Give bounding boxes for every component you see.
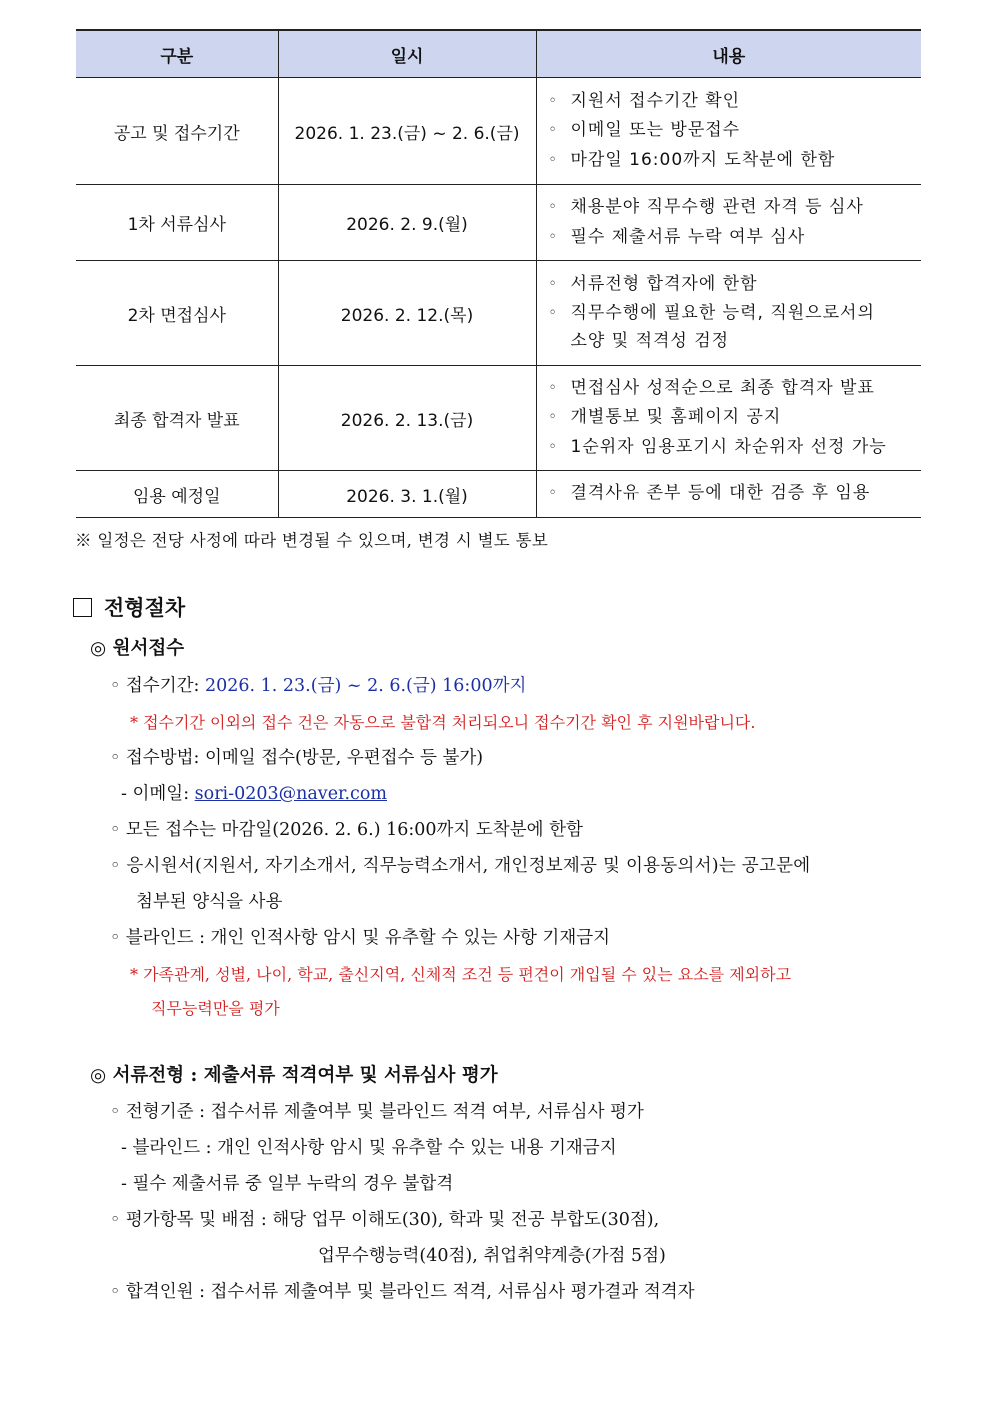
schedule-note: ※ 일정은 전당 사정에 따라 변경될 수 있으며, 변경 시 별도 통보	[75, 531, 549, 550]
table-row	[76, 78, 921, 185]
row-date: 2026. 2. 12.(목)	[278, 261, 536, 366]
table-row	[76, 471, 921, 518]
header-date: 일시	[278, 30, 536, 78]
row-date: 2026. 1. 23.(금) ~ 2. 6.(금)	[278, 78, 536, 185]
list-item: ◦ 1순위자 임용포기시 차순위자 선정 가능	[548, 436, 887, 457]
row-category: 임용 예정일	[76, 471, 278, 518]
row-items	[536, 78, 921, 185]
header-category: 구분	[76, 30, 278, 78]
list-item: ◦ 채용분야 직무수행 관련 자격 등 심사	[548, 197, 864, 217]
receipt-deadline: ◦ 모든 접수는 마감일(2026. 2. 6.) 16:00까지 도착분에 한함	[110, 820, 583, 840]
row-date: 2026. 2. 9.(월)	[278, 185, 536, 261]
row-items	[536, 471, 921, 518]
list-item: ◦ 지원서 접수기간 확인	[548, 90, 741, 111]
screening-scoring-cont: 업무수행능력(40점), 취업취약계층(가점 5점)	[318, 1246, 666, 1266]
receipt-email: - 이메일: sori-0203@naver.com	[121, 784, 387, 804]
row-date: 2026. 2. 13.(금)	[278, 366, 536, 471]
list-item: ◦ 직무수행에 필요한 능력, 직원으로서의 소양 및 적격성 검정	[548, 303, 875, 351]
table-row	[76, 185, 921, 261]
screening-blind: - 블라인드 : 개인 인적사항 암시 및 유추할 수 있는 내용 기재금지	[121, 1138, 617, 1158]
list-item: ◦ 서류전형 합격자에 한함	[548, 273, 758, 294]
screening-missing: - 필수 제출서류 중 일부 누락의 경우 불합격	[121, 1174, 454, 1194]
row-category: 2차 면접심사	[76, 261, 278, 366]
receipt-blind-warning-cont: 직무능력만을 평가	[151, 999, 280, 1018]
table-row	[76, 261, 921, 366]
list-item: ◦ 면접심사 성적순으로 최종 합격자 발표	[548, 377, 875, 398]
row-items	[536, 185, 921, 261]
list-item: ◦ 마감일 16:00까지 도착분에 한함	[548, 149, 836, 170]
list-item: ◦ 필수 제출서류 누락 여부 심사	[548, 226, 806, 247]
list-item: ◦ 결격사유 존부 등에 대한 검증 후 임용	[548, 483, 871, 504]
receipt-period: ◦ 접수기간: 2026. 1. 23.(금) ~ 2. 6.(금) 16:00까지	[110, 676, 527, 696]
table-header-row	[76, 30, 921, 78]
receipt-forms-cont: 첨부된 양식을 사용	[136, 892, 283, 912]
checkbox-square-icon	[73, 598, 92, 617]
schedule-table	[76, 29, 921, 518]
section-title: 전형절차	[73, 596, 185, 620]
list-item: ◦ 이메일 또는 방문접수	[548, 120, 741, 141]
screening-scoring: ◦ 평가항목 및 배점 : 해당 업무 이해도(30), 학과 및 전공 부합도(30점),	[110, 1210, 660, 1230]
screening-criteria: ◦ 전형기준 : 접수서류 제출여부 및 블라인드 적격 여부, 서류심사 평가	[110, 1102, 644, 1122]
row-date: 2026. 3. 1.(월)	[278, 471, 536, 518]
row-items	[536, 261, 921, 366]
row-category: 최종 합격자 발표	[76, 366, 278, 471]
receipt-period-warning: * 접수기간 이외의 접수 건은 자동으로 불합격 처리되오니 접수기간 확인 후 지원바랍니다.	[130, 713, 756, 732]
table-row	[76, 366, 921, 471]
row-items	[536, 366, 921, 471]
row-category: 공고 및 접수기간	[76, 78, 278, 185]
receipt-method: ◦ 접수방법: 이메일 접수(방문, 우편접수 등 불가)	[110, 748, 484, 768]
receipt-forms: ◦ 응시원서(지원서, 자기소개서, 직무능력소개서, 개인정보제공 및 이용동의서)는 공고문에	[110, 856, 811, 876]
receipt-heading: ◎ 원서접수	[90, 638, 185, 659]
email-link[interactable]: sori-0203@naver.com	[194, 784, 387, 804]
receipt-period-value: 2026. 1. 23.(금) ~ 2. 6.(금) 16:00까지	[204, 676, 527, 696]
header-content: 내용	[536, 30, 921, 78]
screening-passers: ◦ 합격인원 : 접수서류 제출여부 및 블라인드 적격, 서류심사 평가결과 적격자	[110, 1282, 695, 1302]
screening-heading: ◎ 서류전형 : 제출서류 적격여부 및 서류심사 평가	[90, 1065, 498, 1086]
list-item: ◦ 개별통보 및 홈페이지 공지	[548, 407, 782, 428]
receipt-blind: ◦ 블라인드 : 개인 인적사항 암시 및 유추할 수 있는 사항 기재금지	[110, 928, 611, 948]
receipt-blind-warning: * 가족관계, 성별, 나이, 학교, 출신지역, 신체적 조건 등 편견이 개입될 수 있는 요소를 제외하고	[130, 965, 792, 984]
row-category: 1차 서류심사	[76, 185, 278, 261]
